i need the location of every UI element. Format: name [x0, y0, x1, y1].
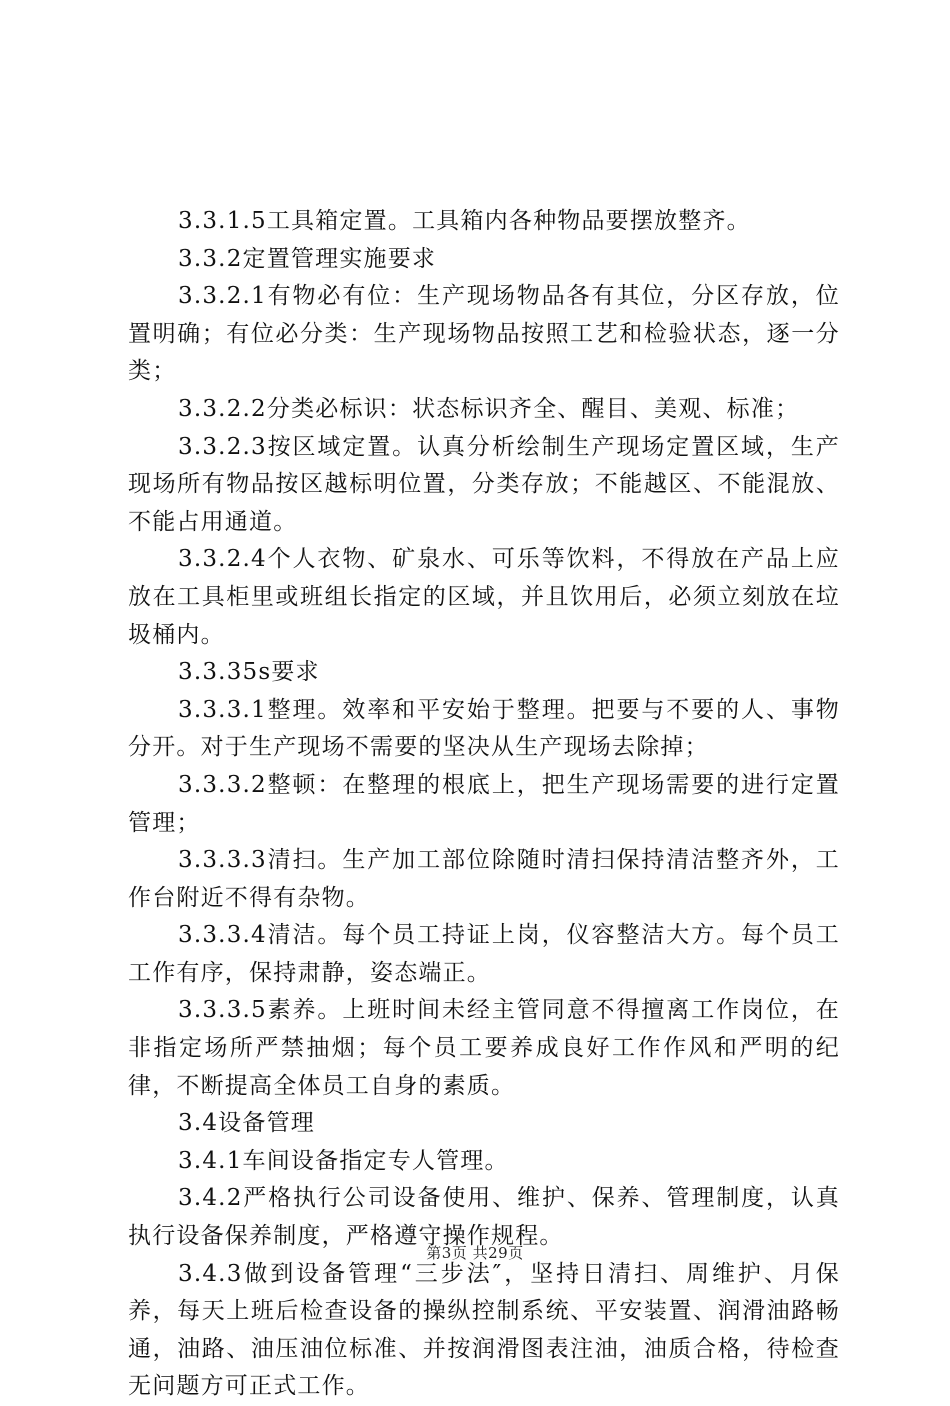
document-body [128, 203, 840, 1406]
paragraph: 3.3.2.2分类必标识：状态标识齐全、醒目、美观、标准； [178, 395, 800, 422]
paragraph: 3.4.3做到设备管理“三步法″，坚持日清扫、周维护、月保养，每天上班后检查设备的操纵控制系统、平安装置、润滑油路畅通，油路、油压油位标准、并按润滑图表注油，油质合格，待检查无问题方可正式工作。 [128, 1260, 840, 1400]
paragraph: 3.3.3.5素养。上班时间未经主管同意不得擅离工作岗位，在非指定场所严禁抽烟；每个员工要养成良好工作作风和严明的纪律，不断提高全体员工自身的素质。 [128, 997, 840, 1099]
paragraph: 3.3.2.3按区域定置。认真分析绘制生产现场定置区域，生产现场所有物品按区越标明位置，分类存放；不能越区、不能混放、不能占用通道。 [128, 433, 840, 535]
paragraph: 3.4.2严格执行公司设备使用、维护、保养、管理制度，认真执行设备保养制度，严格遵守操作规程。 [128, 1185, 840, 1250]
paragraph: 3.3.3.2整顿：在整理的根底上，把生产现场需要的进行定置管理； [128, 771, 840, 836]
section-heading: 3.4设备管理 [178, 1110, 315, 1137]
paragraph: 3.3.3.4清洁。每个员工持证上岗，仪容整洁大方。每个员工工作有序，保持肃静，姿态端正。 [128, 922, 840, 986]
paragraph: 3.3.2.1有物必有位：生产现场物品各有其位，分区存放，位置明确；有位必分类：生产现场物品按照工艺和检验状态，逐一分类； [128, 283, 840, 385]
paragraph: 3.3.3.1整理。效率和平安始于整理。把要与不要的人、事物分开。对于生产现场不需要的坚决从生产现场去除掉； [128, 696, 840, 761]
paragraph: 3.3.2.4个人衣物、矿泉水、可乐等饮料，不得放在产品上应放在工具柜里或班组长指定的区域，并且饮用后，必须立刻放在垃圾桶内。 [128, 546, 840, 648]
paragraph: 3.3.1.5工具箱定置。工具箱内各种物品要摆放整齐。 [178, 208, 751, 234]
paragraph: 3.3.3.3清扫。生产加工部位除随时清扫保持清洁整齐外，工作台附近不得有杂物。 [128, 847, 840, 911]
section-heading: 3.3.2定置管理实施要求 [178, 245, 437, 272]
section-heading: 3.3.35s要求 [178, 659, 320, 686]
paragraph: 3.4.1车间设备指定专人管理。 [178, 1147, 509, 1174]
page-number-footer: 第3页 共29页 [426, 1244, 524, 1262]
